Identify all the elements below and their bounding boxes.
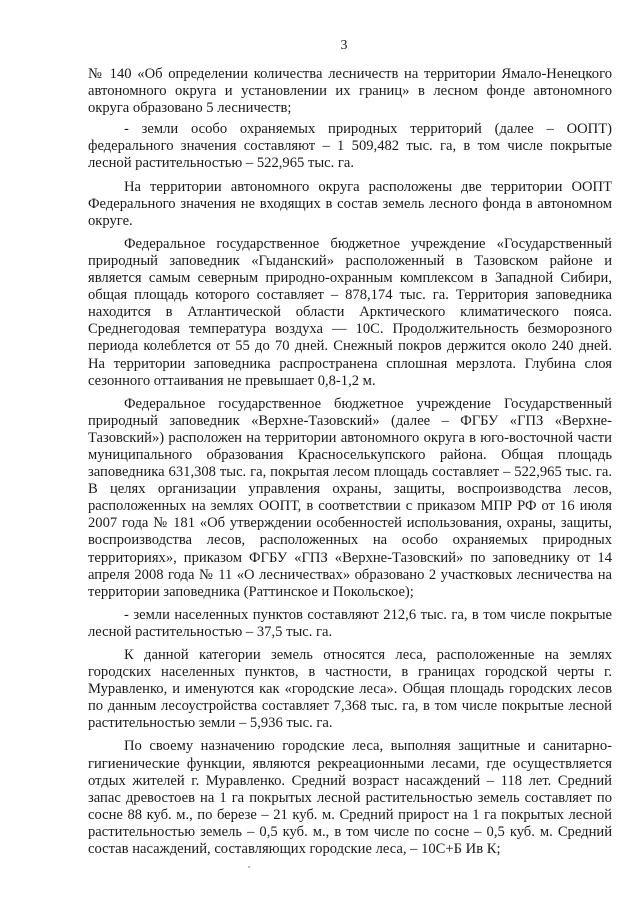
paragraph-forest-districts: № 140 «Об определении количества лесничеств на территории Ямало-Ненецкого автономного округа и установлении их границ» в лесном фонде автономного округа образовано 5 лесничеств; — [88, 66, 612, 117]
page-number: 3 — [340, 38, 348, 53]
paragraph-protected-areas: - земли особо охраняемых природных территорий (далее – ООПТ) федерального значения составляют – 1 509,482 тыс. га, в том числе покрытые лесной растительностью – 522,965 тыс. га. — [88, 121, 612, 172]
paragraph-city-forests: К данной категории земель относятся леса, расположенные на землях городских населенных пунктов, в частности, в границах городской черты г. Муравленко, и именуются как «городские леса». Общая площадь городских лесов по данным лесоустройства составляет 7,368 тыс. га, в том числе покрытые лесной растительностью земли – 5,936 тыс. га. — [88, 647, 612, 732]
paragraph-gydansky-reserve: Федеральное государственное бюджетное учреждение «Государственный природный заповедник «Гыданский» расположенный в Тазовском районе и является самым северным природно-охранным комплексом в Западной Сибири, общая площадь которого составляет – 878,174 тыс. га. Территория заповедника находится в Атлантической области Арктического климатического пояса. Среднегодовая температура воздуха — 10С. Продолжительность безморозного периода колеблется от 55 до 70 дней. Снежный покров держится около 240 дней. На территории заповедника распространена сплошная мерзлота. Глубина слоя сезонного оттаивания не превышает 0,8-1,2 м. — [88, 235, 612, 389]
document-body — [88, 66, 612, 864]
scan-artifact — [248, 866, 250, 868]
paragraph-verkhne-tazovsky-reserve: Федеральное государственное бюджетное учреждение Государственный природный заповедник «Верхне-Тазовский» (далее – ФГБУ «ГПЗ «Верхне-Тазовский») расположен на территории автономного округа в юго-восточной части муниципального образования Красноселькупского района. Общая площадь заповедника 631,308 тыс. га, покрытая лесом площадь составляет – 522,965 тыс. га. В целях организации управления охраны, защиты, воспроизводства лесов, расположенных на землях ООПТ, в соответствии с приказом МПР РФ от 16 июля 2007 года № 181 «Об утверждении особенностей использования, охраны, защиты, воспроизводства лесов, расположенных на особо охраняемых природных территориях», приказом ФГБУ «ГПЗ «Верхне-Тазовский» по заповеднику от 14 апреля 2008 года № 11 «О лесничествах» образовано 2 участковых лесничества на территории заповедника (Раттинское и Покольское); — [88, 395, 612, 600]
paragraph-settlement-lands: - земли населенных пунктов составляют 212,6 тыс. га, в том числе покрытые лесной растительностью – 37,5 тыс. га. — [88, 606, 612, 640]
paragraph-recreational-forests: По своему назначению городские леса, выполняя защитные и санитарно-гигиенические функции, являются рекреационными лесами, где осуществляется отдых жителей г. Муравленко. Средний возраст насаждений – 118 лет. Средний запас древостоев на 1 га покрытых лесной растительностью земель составляет по сосне 88 куб. м., по березе – 21 куб. м. Средний прирост на 1 га покрытых лесной растительностью земель – 0,5 куб. м., в том числе по сосне – 0,5 куб. м. Средний состав насаждений, составляющих городские леса, – 10С+Б Ив К; — [88, 738, 612, 858]
paragraph-federal-oopt: На территории автономного округа расположены две территории ООПТ Федерального значения не входящих в состав земель лесного фонда в автономном округе. — [88, 178, 612, 229]
